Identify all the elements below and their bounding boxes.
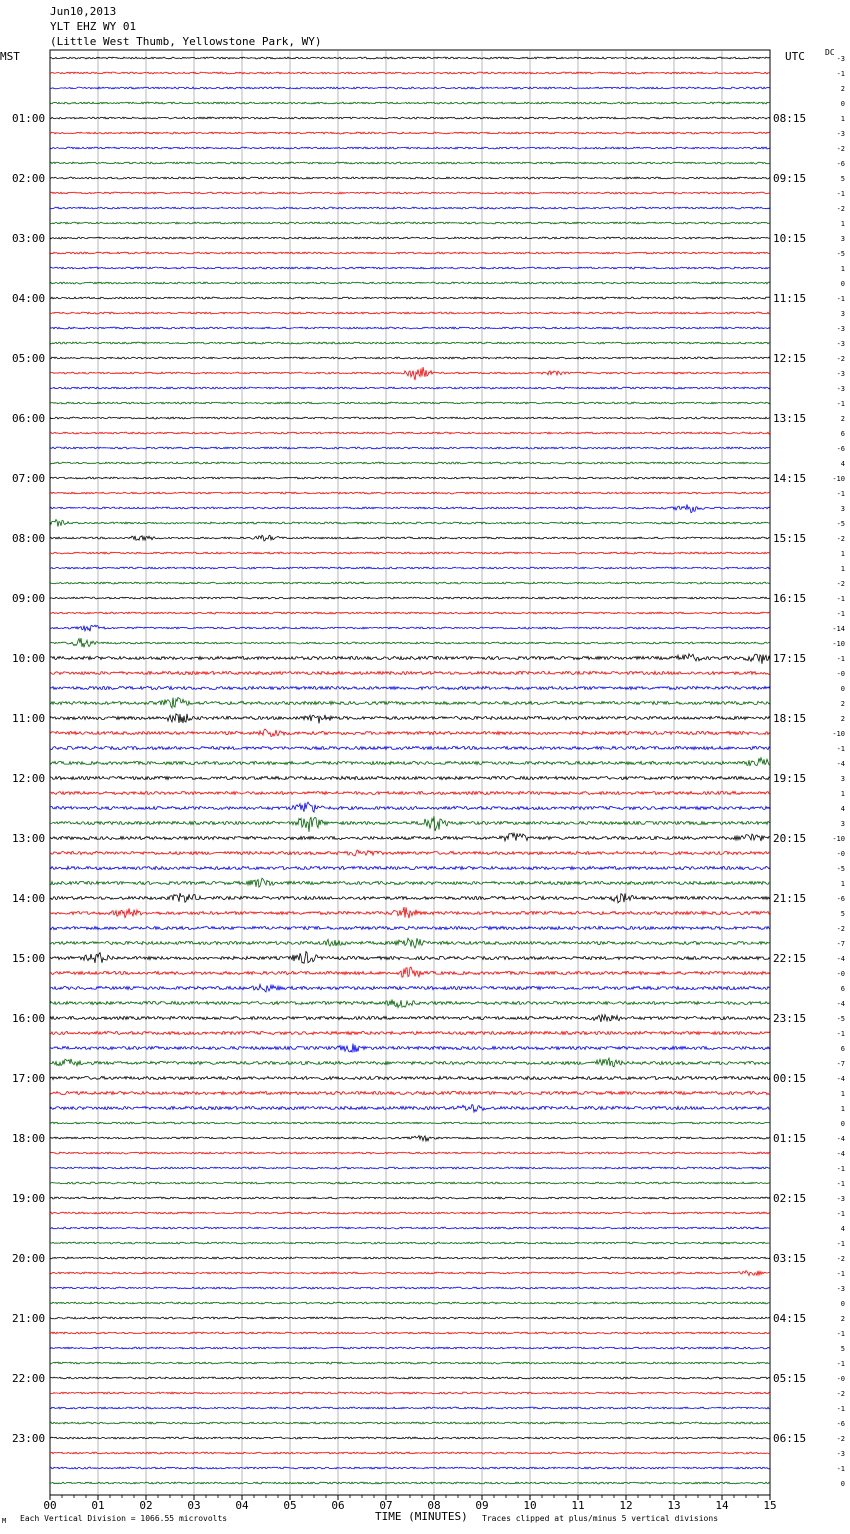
trace-line: [50, 1452, 770, 1454]
chart-date: Jun10,2013: [50, 5, 117, 18]
left-hour-labels: [12, 112, 45, 1445]
trace-line: [50, 1377, 770, 1379]
dc-offset-value: -5: [836, 1015, 845, 1023]
dc-offset-value: -3: [836, 385, 845, 393]
trace-line: [50, 447, 770, 449]
trace-line: [50, 1000, 770, 1008]
dc-offset-value: 2: [840, 415, 845, 423]
x-tick-label: 00: [43, 1499, 57, 1512]
left-hour-label: 15:00: [12, 952, 46, 965]
dc-offset-value: -6: [836, 445, 845, 453]
trace-line: [50, 1076, 770, 1079]
trace-line: [50, 207, 770, 209]
trace-line: [50, 729, 770, 736]
dc-offset-value: -14: [832, 625, 845, 633]
right-timezone-label: UTC: [785, 50, 805, 63]
right-hour-label: 13:15: [773, 412, 807, 425]
trace-line: [50, 1482, 770, 1484]
dc-offset-values: [832, 55, 845, 1488]
dc-offset-value: 1: [840, 880, 845, 888]
station-code: YLT EHZ WY 01: [50, 20, 137, 33]
x-tick-label: 06: [331, 1499, 345, 1512]
trace-line: [50, 312, 770, 314]
trace-line: [50, 776, 770, 779]
left-hour-label: 22:00: [12, 1372, 46, 1385]
dc-offset-value: -2: [836, 145, 845, 153]
trace-line: [50, 1136, 770, 1142]
dc-offset-value: 3: [840, 820, 845, 828]
dc-offset-value: 4: [840, 460, 845, 468]
right-hour-label: 23:15: [773, 1012, 807, 1025]
trace-line: [50, 1015, 770, 1022]
trace-line: [50, 1287, 770, 1289]
dc-offset-value: 0: [840, 1300, 845, 1308]
dc-offset-value: -1: [836, 1405, 845, 1413]
dc-offset-value: -4: [836, 955, 845, 963]
right-hour-label: 18:15: [773, 712, 807, 725]
trace-line: [50, 1091, 770, 1094]
trace-line: [50, 758, 770, 766]
dc-offset-value: -7: [836, 1060, 845, 1068]
dc-offset-value: 0: [840, 1120, 845, 1128]
dc-offset-value: 3: [840, 310, 845, 318]
trace-line: [50, 222, 770, 224]
trace-line: [50, 686, 770, 689]
dc-offset-value: -5: [836, 865, 845, 873]
trace-line: [50, 282, 770, 284]
right-hour-label: 12:15: [773, 352, 807, 365]
trace-line: [50, 117, 770, 119]
dc-offset-value: -1: [836, 490, 845, 498]
trace-line: [50, 938, 770, 948]
trace-line: [50, 504, 770, 512]
dc-offset-value: 1: [840, 550, 845, 558]
left-hour-label: 01:00: [12, 112, 46, 125]
right-hour-label: 05:15: [773, 1372, 807, 1385]
dc-offset-value: 5: [840, 1345, 845, 1353]
trace-line: [50, 1197, 770, 1199]
dc-offset-value: 1: [840, 115, 845, 123]
left-hour-label: 17:00: [12, 1072, 46, 1085]
dc-offset-value: 3: [840, 775, 845, 783]
station-location: (Little West Thumb, Yellowstone Park, WY): [50, 35, 322, 48]
dc-offset-value: -1: [836, 295, 845, 303]
trace-line: [50, 638, 770, 647]
dc-offset-value: 6: [840, 985, 845, 993]
trace-line: [50, 567, 770, 569]
trace-line: [50, 1044, 770, 1053]
dc-offset-value: 6: [840, 1045, 845, 1053]
corner-mark: M: [2, 1517, 7, 1525]
dc-offset-value: 2: [840, 85, 845, 93]
dc-offset-value: -3: [836, 1450, 845, 1458]
trace-line: [50, 327, 770, 329]
trace-line: [50, 477, 770, 479]
left-hour-label: 20:00: [12, 1252, 46, 1265]
trace-line: [50, 297, 770, 299]
dc-offset-value: 2: [840, 1315, 845, 1323]
left-hour-label: 23:00: [12, 1432, 46, 1445]
trace-line: [50, 417, 770, 419]
trace-line: [50, 1271, 770, 1276]
trace-line: [50, 1227, 770, 1229]
trace-line: [50, 552, 770, 554]
seismic-traces: [50, 57, 770, 1484]
left-hour-label: 14:00: [12, 892, 46, 905]
x-tick-label: 08: [427, 1499, 441, 1512]
trace-line: [50, 878, 770, 887]
right-hour-label: 11:15: [773, 292, 807, 305]
dc-offset-value: -10: [832, 640, 845, 648]
trace-line: [50, 1031, 770, 1034]
x-tick-label: 14: [715, 1499, 729, 1512]
trace-line: [50, 625, 770, 631]
dc-offset-value: 5: [840, 910, 845, 918]
right-hour-label: 08:15: [773, 112, 807, 125]
x-tick-label: 12: [619, 1499, 633, 1512]
dc-offset-value: -3: [836, 340, 845, 348]
dc-offset-value: -3: [836, 1285, 845, 1293]
trace-line: [50, 252, 770, 254]
dc-offset-value: 3: [840, 235, 845, 243]
trace-line: [50, 714, 770, 724]
trace-line: [50, 162, 770, 164]
trace-line: [50, 967, 770, 977]
trace-line: [50, 102, 770, 104]
trace-line: [50, 1105, 770, 1113]
x-tick-label: 05: [283, 1499, 297, 1512]
left-hour-label: 08:00: [12, 532, 46, 545]
trace-line: [50, 1347, 770, 1349]
left-hour-label: 21:00: [12, 1312, 46, 1325]
dc-offset-value: 0: [840, 1480, 845, 1488]
dc-offset-value: -0: [836, 1375, 845, 1383]
dc-offset-value: -3: [836, 55, 845, 63]
dc-offset-value: 0: [840, 280, 845, 288]
right-hour-label: 17:15: [773, 652, 807, 665]
trace-line: [50, 72, 770, 74]
left-hour-label: 09:00: [12, 592, 46, 605]
dc-offset-value: 1: [840, 265, 845, 273]
trace-line: [50, 907, 770, 918]
trace-line: [50, 952, 770, 964]
dc-offset-value: -5: [836, 250, 845, 258]
dc-offset-value: 4: [840, 1225, 845, 1233]
dc-offset-value: -1: [836, 1165, 845, 1173]
dc-offset-value: -1: [836, 70, 845, 78]
dc-offset-value: 1: [840, 790, 845, 798]
x-tick-label: 09: [475, 1499, 489, 1512]
trace-line: [50, 1257, 770, 1259]
dc-offset-value: -1: [836, 1330, 845, 1338]
trace-line: [50, 1467, 770, 1469]
dc-offset-value: -10: [832, 730, 845, 738]
dc-offset-header: DC: [825, 48, 835, 57]
dc-offset-value: 2: [840, 715, 845, 723]
dc-offset-value: 5: [840, 175, 845, 183]
left-hour-label: 12:00: [12, 772, 46, 785]
dc-offset-value: -2: [836, 535, 845, 543]
left-hour-label: 02:00: [12, 172, 46, 185]
dc-offset-value: -1: [836, 1360, 845, 1368]
x-tick-label: 13: [667, 1499, 681, 1512]
x-tick-label: 04: [235, 1499, 249, 1512]
right-hour-labels: [773, 112, 806, 1445]
left-hour-label: 18:00: [12, 1132, 46, 1145]
trace-line: [50, 833, 770, 841]
dc-offset-value: 3: [840, 505, 845, 513]
dc-offset-value: -2: [836, 205, 845, 213]
trace-line: [50, 816, 770, 832]
trace-line: [50, 87, 770, 89]
trace-line: [50, 342, 770, 344]
right-hour-label: 21:15: [773, 892, 807, 905]
dc-offset-value: -0: [836, 970, 845, 978]
right-hour-label: 06:15: [773, 1432, 807, 1445]
x-tick-label: 10: [523, 1499, 537, 1512]
left-hour-label: 03:00: [12, 232, 46, 245]
dc-offset-value: -1: [836, 1240, 845, 1248]
dc-offset-value: 2: [840, 700, 845, 708]
x-tick-label: 02: [139, 1499, 153, 1512]
plot-frame: [50, 50, 770, 1495]
dc-offset-value: -1: [836, 1210, 845, 1218]
trace-line: [50, 192, 770, 194]
trace-line: [50, 791, 770, 794]
dc-offset-value: -6: [836, 1420, 845, 1428]
trace-line: [50, 746, 770, 749]
dc-offset-value: -4: [836, 1000, 845, 1008]
trace-line: [50, 462, 770, 464]
dc-offset-value: -5: [836, 520, 845, 528]
trace-line: [50, 177, 770, 179]
dc-offset-value: 1: [840, 220, 845, 228]
trace-line: [50, 1422, 770, 1424]
dc-offset-value: -1: [836, 610, 845, 618]
trace-line: [50, 671, 770, 674]
dc-offset-value: -0: [836, 670, 845, 678]
left-hour-label: 16:00: [12, 1012, 46, 1025]
dc-offset-value: -7: [836, 940, 845, 948]
dc-offset-value: -4: [836, 1150, 845, 1158]
dc-offset-value: 4: [840, 805, 845, 813]
right-hour-label: 14:15: [773, 472, 807, 485]
trace-line: [50, 893, 770, 903]
right-hour-label: 00:15: [773, 1072, 807, 1085]
dc-offset-value: -1: [836, 190, 845, 198]
dc-offset-value: -2: [836, 1390, 845, 1398]
x-tick-label: 11: [571, 1499, 585, 1512]
x-axis-title: TIME (MINUTES): [375, 1510, 468, 1523]
left-hour-label: 11:00: [12, 712, 46, 725]
dc-offset-value: 6: [840, 430, 845, 438]
trace-line: [50, 1407, 770, 1409]
trace-line: [50, 1437, 770, 1439]
trace-line: [50, 802, 770, 812]
dc-offset-value: -3: [836, 370, 845, 378]
trace-line: [50, 367, 770, 380]
dc-offset-value: 0: [840, 100, 845, 108]
x-tick-label: 03: [187, 1499, 201, 1512]
trace-line: [50, 926, 770, 929]
right-hour-label: 03:15: [773, 1252, 807, 1265]
trace-line: [50, 147, 770, 149]
dc-offset-value: 1: [840, 1090, 845, 1098]
trace-line: [50, 1058, 770, 1067]
right-hour-label: 10:15: [773, 232, 807, 245]
right-hour-label: 19:15: [773, 772, 807, 785]
dc-offset-value: -0: [836, 850, 845, 858]
dc-offset-value: -2: [836, 1255, 845, 1263]
trace-line: [50, 57, 770, 59]
trace-line: [50, 237, 770, 239]
dc-offset-value: 1: [840, 1105, 845, 1113]
trace-line: [50, 597, 770, 599]
right-hour-label: 15:15: [773, 532, 807, 545]
trace-line: [50, 582, 770, 584]
trace-line: [50, 1182, 770, 1184]
left-hour-label: 04:00: [12, 292, 46, 305]
dc-offset-value: -1: [836, 1465, 845, 1473]
dc-offset-value: -1: [836, 1270, 845, 1278]
dc-offset-value: -1: [836, 1030, 845, 1038]
dc-offset-value: 0: [840, 685, 845, 693]
right-hour-label: 22:15: [773, 952, 807, 965]
dc-offset-value: -2: [836, 580, 845, 588]
dc-offset-value: -4: [836, 1075, 845, 1083]
trace-line: [50, 1212, 770, 1214]
left-hour-label: 10:00: [12, 652, 46, 665]
right-hour-label: 16:15: [773, 592, 807, 605]
trace-line: [50, 866, 770, 869]
dc-offset-value: -6: [836, 895, 845, 903]
left-hour-label: 07:00: [12, 472, 46, 485]
trace-line: [50, 1362, 770, 1364]
plot-grid: [50, 50, 770, 1495]
dc-offset-value: -1: [836, 655, 845, 663]
trace-line: [50, 432, 770, 434]
trace-line: [50, 520, 770, 527]
right-hour-label: 02:15: [773, 1192, 807, 1205]
trace-line: [50, 535, 770, 541]
trace-line: [50, 1332, 770, 1334]
dc-offset-value: -2: [836, 355, 845, 363]
left-hour-label: 05:00: [12, 352, 46, 365]
trace-line: [50, 492, 770, 494]
trace-line: [50, 1302, 770, 1304]
dc-offset-value: -1: [836, 400, 845, 408]
dc-offset-value: -1: [836, 745, 845, 753]
trace-line: [50, 985, 770, 992]
trace-line: [50, 1317, 770, 1319]
clipping-note: Traces clipped at plus/minus 5 vertical divisions: [482, 1514, 719, 1523]
trace-line: [50, 698, 770, 708]
trace-line: [50, 387, 770, 389]
left-hour-label: 06:00: [12, 412, 46, 425]
trace-line: [50, 1122, 770, 1124]
dc-offset-value: -10: [832, 835, 845, 843]
trace-line: [50, 1167, 770, 1169]
dc-offset-value: -3: [836, 130, 845, 138]
dc-offset-value: -4: [836, 760, 845, 768]
trace-line: [50, 612, 770, 614]
dc-offset-value: -1: [836, 1180, 845, 1188]
right-hour-label: 04:15: [773, 1312, 807, 1325]
dc-offset-value: -2: [836, 925, 845, 933]
trace-line: [50, 357, 770, 359]
trace-line: [50, 850, 770, 856]
trace-line: [50, 1152, 770, 1154]
right-hour-label: 01:15: [773, 1132, 807, 1145]
trace-line: [50, 1242, 770, 1244]
trace-line: [50, 1392, 770, 1394]
dc-offset-value: -4: [836, 1135, 845, 1143]
right-hour-label: 09:15: [773, 172, 807, 185]
right-hour-label: 20:15: [773, 832, 807, 845]
x-tick-label: 15: [763, 1499, 777, 1512]
dc-offset-value: -2: [836, 1435, 845, 1443]
dc-offset-value: -3: [836, 325, 845, 333]
x-tick-label: 01: [91, 1499, 105, 1512]
left-timezone-label: MST: [0, 50, 20, 63]
dc-offset-value: -1: [836, 595, 845, 603]
dc-offset-value: -6: [836, 160, 845, 168]
left-hour-label: 19:00: [12, 1192, 46, 1205]
trace-line: [50, 267, 770, 269]
dc-offset-value: -3: [836, 1195, 845, 1203]
trace-line: [50, 402, 770, 404]
dc-offset-value: 1: [840, 565, 845, 573]
x-tick-label: 07: [379, 1499, 393, 1512]
left-hour-label: 13:00: [12, 832, 46, 845]
vertical-division-note: Each Vertical Division = 1066.55 microvolts: [20, 1514, 228, 1523]
dc-offset-value: -10: [832, 475, 845, 483]
trace-line: [50, 132, 770, 134]
trace-line: [50, 654, 770, 664]
